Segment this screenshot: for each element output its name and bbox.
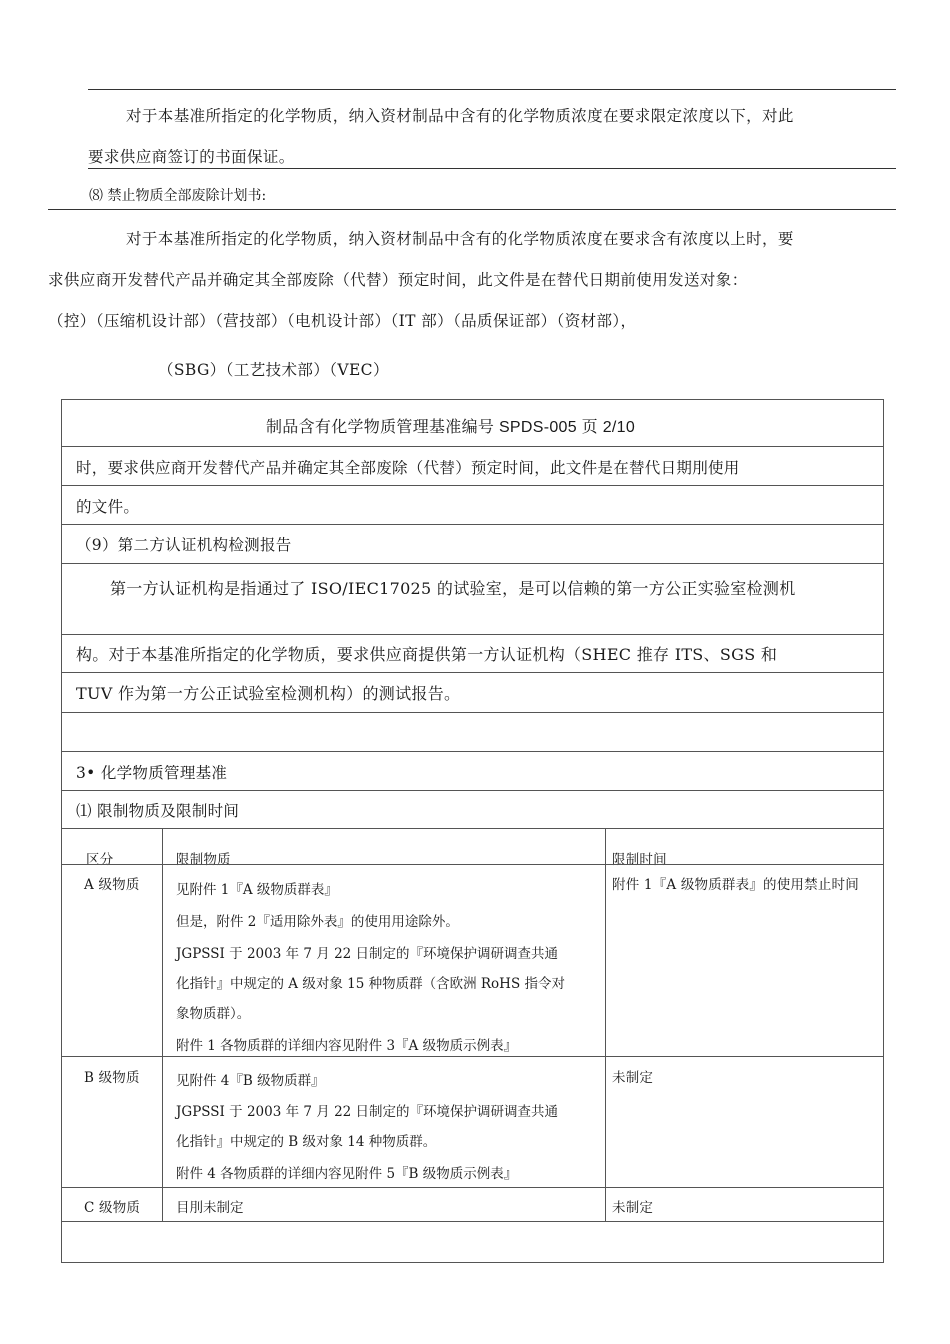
row-divider xyxy=(61,751,883,752)
row-divider xyxy=(61,446,883,447)
top-paragraph-line-2: 要求供应商签订的书面保证。 xyxy=(88,148,295,166)
col-divider-1 xyxy=(162,828,163,1221)
row-b-substance-line: 见附件 4『B 级物质群』 xyxy=(176,1073,325,1089)
section-9-title: （9）第二方认证机构检测报告 xyxy=(76,536,292,554)
col-header-substance: 限制物质 xyxy=(176,852,231,868)
section-3-subtitle: ⑴ 限制物质及限制时间 xyxy=(76,802,240,820)
top-rule xyxy=(88,89,896,90)
row-a-substance-line: 化指针』中规定的 A 级对象 15 种物质群（含欧洲 RoHS 指令对 xyxy=(176,976,565,992)
rule-2 xyxy=(88,168,896,169)
section-8-heading: ⑻ 禁止物质全部废除计划书: xyxy=(89,188,267,204)
section-9-line-3: TUV 作为第一方公正试验室检测机构）的测试报告。 xyxy=(76,684,461,703)
row-divider xyxy=(61,634,883,635)
row-a-substance-line: 见附件 1『A 级物质群表』 xyxy=(176,882,338,898)
row-a-category: A 级物质 xyxy=(84,877,140,893)
row-a-substance-line: JGPSSI 于 2003 年 7 月 22 日制定的『环境保护调研调查共通 xyxy=(176,946,559,962)
col-header-category: 区分 xyxy=(86,852,114,868)
row-a-substance-line: 象物质群）。 xyxy=(176,1006,251,1022)
row-divider xyxy=(61,712,883,713)
recipients-line-2: （SBG）（工艺技术部）（VEC） xyxy=(158,361,389,379)
row-divider xyxy=(61,790,883,791)
rule-3 xyxy=(48,209,896,210)
table-header-title: 制品含有化学物质管理基准编号 SPDS-005 页 2/10 xyxy=(266,419,636,436)
row-divider xyxy=(61,672,883,673)
section-8-line-1: 对于本基准所指定的化学物质，纳入资材制品中含有的化学物质浓度在要求含有浓度以上时，要 xyxy=(126,230,794,248)
row-a-substance-line: 附件 1 各物质群的详细内容见附件 3『A 级物质示例表』 xyxy=(176,1038,518,1054)
continued-line-2: 的文件。 xyxy=(76,498,140,516)
row-b-substance-line: 化指针』中规定的 B 级对象 14 种物质群。 xyxy=(176,1134,437,1150)
row-divider xyxy=(61,864,883,865)
col-divider-2 xyxy=(605,828,606,1221)
recipients-line: （控）（压缩机设计部）（营技部）（电机设计部）（IT 部）（品质保证部）（资材部）， xyxy=(48,312,637,330)
row-b-category: B 级物质 xyxy=(84,1070,140,1086)
row-b-substance-line: 附件 4 各物质群的详细内容见附件 5『B 级物质示例表』 xyxy=(176,1166,518,1182)
top-paragraph-line-1: 对于本基准所指定的化学物质，纳入资材制品中含有的化学物质浓度在要求限定浓度以下，对此 xyxy=(126,107,794,125)
row-divider xyxy=(61,1056,883,1057)
row-a-substance-line: 但是，附件 2『适用除外表』的使用用途除外。 xyxy=(176,914,459,930)
section-9-line-1: 第一方认证机构是指通过了 ISO/IEC17025 的试验室，是可以信赖的第一方公正实验室检测机 xyxy=(110,579,796,598)
row-c-category: C 级物质 xyxy=(84,1200,141,1216)
row-a-time: 附件 1『A 级物质群表』的使用禁止时间 xyxy=(612,877,859,893)
section-8-line-2: 求供应商开发替代产品并确定其全部废除（代替）预定时间，此文件是在替代日期前使用发送对象： xyxy=(48,271,748,289)
row-divider xyxy=(61,485,883,486)
row-divider xyxy=(61,563,883,564)
row-divider xyxy=(61,1187,883,1188)
section-3-title: 3• 化学物质管理基准 xyxy=(76,764,228,782)
row-divider xyxy=(61,828,883,829)
row-divider xyxy=(61,524,883,525)
col-header-time: 限制时间 xyxy=(612,852,667,868)
row-b-time: 未制定 xyxy=(612,1070,654,1086)
row-c-time: 未制定 xyxy=(612,1200,654,1216)
continued-line-1: 时，要求供应商开发替代产品并确定其全部废除（代替）预定时间，此文件是在替代日期刖使用 xyxy=(76,459,740,477)
row-divider xyxy=(61,1221,883,1222)
row-b-substance-line: JGPSSI 于 2003 年 7 月 22 日制定的『环境保护调研调查共通 xyxy=(176,1104,559,1120)
section-9-line-2: 构。对于本基准所指定的化学物质，要求供应商提供第一方认证机构（SHEC 推存 ITS、SGS 和 xyxy=(76,645,778,664)
row-c-substance-line: 目刖未制定 xyxy=(176,1200,244,1216)
